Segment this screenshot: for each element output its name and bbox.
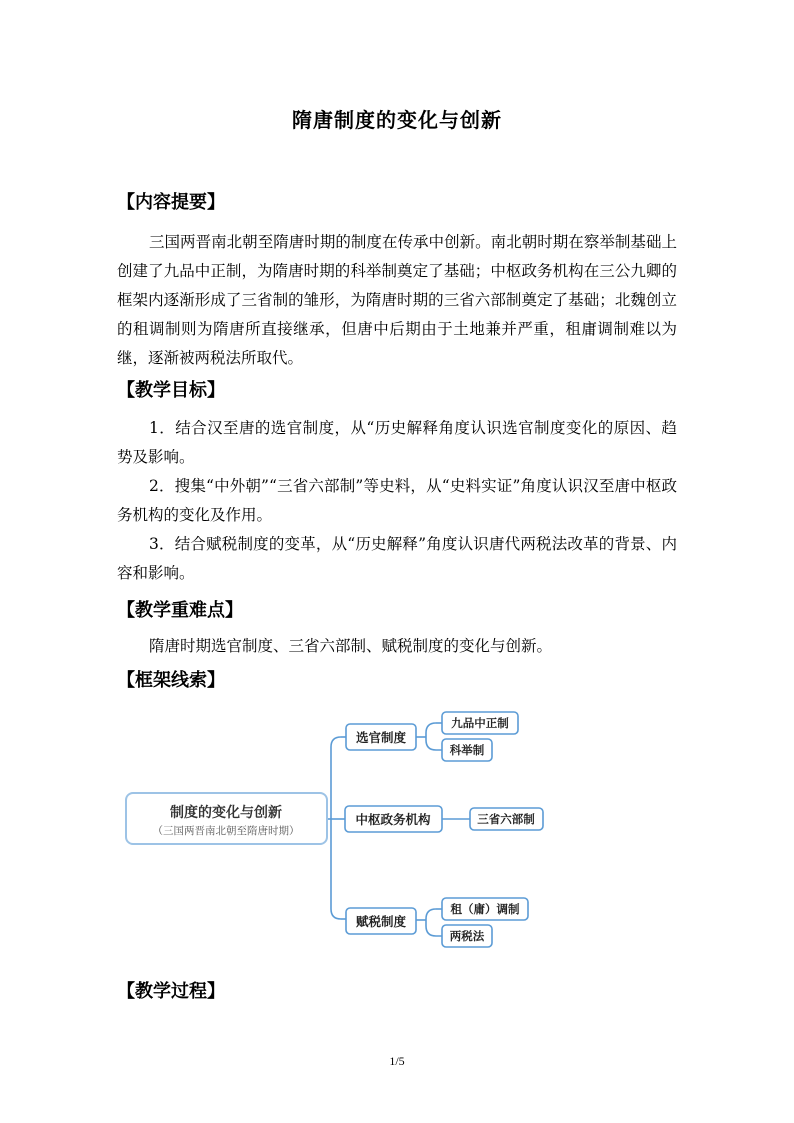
leaf-label-sansheng: 三省六部制 [477, 812, 535, 826]
goals-heading: 【教学目标】 [117, 380, 225, 401]
page-number: 1/5 [389, 1054, 405, 1068]
branch-label-central: 中枢政务机构 [355, 812, 431, 827]
document-title: 隋唐制度的变化与创新 [292, 108, 502, 132]
summary-heading: 【内容提要】 [117, 192, 225, 213]
leaf-label-jiupin: 九品中正制 [451, 716, 509, 730]
summary-text: 三国两晋南北朝至隋唐时期的制度在传承中创新。南北朝时期在察举制基础上创建了九品中正制，为隋唐时期的科举制奠定了基础；中枢政务机构在三公九卿的框架内逐渐形成了三省制的雏形，为隋唐时期的三省六部制奠定了基础；北魏创立的租调制则为隋唐所直接继承，但唐中后期由于土地兼并严重，租庸调制难以为继，逐渐被两税法所取代。 [117, 233, 677, 367]
goal-item-2: 2．搜集“中外朝”“三省六部制”等史料，从“史料实证”角度认识汉至唐中枢政务机构的变化及作用。 [117, 477, 677, 524]
leaf-label-liangshui: 两税法 [449, 929, 485, 943]
branch-label-selection: 选官制度 [355, 730, 407, 745]
framework-heading: 【框架线索】 [117, 670, 225, 691]
leaf-label-keju: 科举制 [449, 743, 485, 757]
process-heading: 【教学过程】 [117, 981, 225, 1002]
diagram-root-subtitle: （三国两晋南北朝至隋唐时期） [152, 825, 300, 837]
diagram-root-title: 制度的变化与创新 [170, 805, 282, 821]
goal-item-1: 1．结合汉至唐的选官制度，从“历史解释角度认识选官制度变化的原因、趋势及影响。 [117, 419, 677, 466]
leaf-label-zuyongdiao: 租（庸）调制 [450, 902, 520, 916]
keypoints-heading: 【教学重难点】 [117, 600, 243, 621]
branch-label-tax: 赋税制度 [355, 914, 407, 929]
goal-item-3: 3．结合赋税制度的变革，从“历史解释”角度认识唐代两税法改革的背景、内容和影响。 [117, 535, 677, 582]
keypoints-text: 隋唐时期选官制度、三省六部制、赋税制度的变化与创新。 [149, 637, 553, 655]
